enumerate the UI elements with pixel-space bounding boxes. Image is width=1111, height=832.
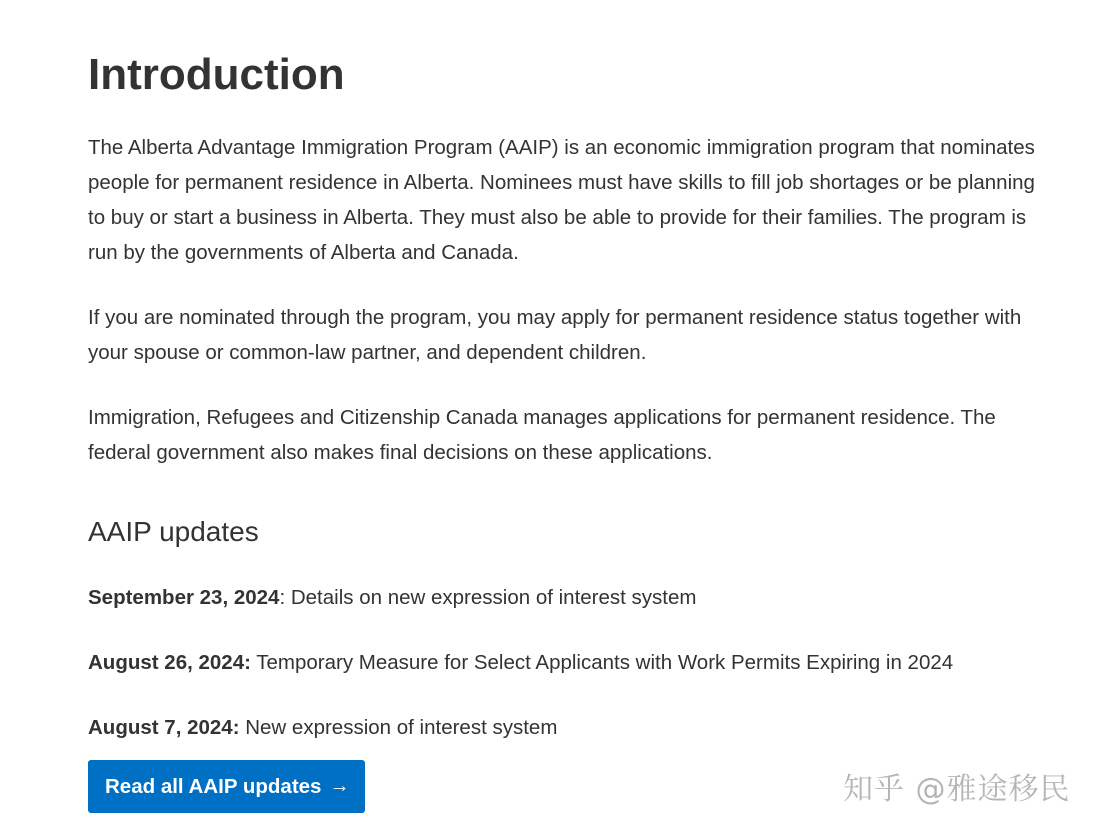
- update-date: September 23, 2024: [88, 586, 280, 609]
- arrow-right-icon: →: [329, 775, 350, 797]
- update-text: Temporary Measure for Select Applicants with Work Permits Expiring in 2024: [250, 651, 954, 674]
- update-item[interactable]: [88, 648, 953, 678]
- page-title: Introduction: [88, 50, 345, 99]
- zhihu-watermark: 知乎 @雅途移民: [843, 772, 1071, 807]
- update-date: August 26, 2024:: [88, 651, 251, 674]
- update-item[interactable]: [88, 713, 557, 743]
- ircc-paragraph: Immigration, Refugees and Citizenship Canada manages applications for permanent residence. The federal government also makes final decisions on these applications.: [88, 406, 996, 464]
- update-item[interactable]: [88, 583, 696, 613]
- updates-heading: AAIP updates: [88, 516, 259, 547]
- read-all-updates-button[interactable]: [88, 760, 365, 813]
- update-text: : Details on new expression of interest system: [279, 586, 697, 609]
- update-text: New expression of interest system: [239, 716, 558, 739]
- read-all-updates-label: Read all AAIP updates: [105, 775, 322, 798]
- nomination-paragraph: If you are nominated through the program, you may apply for permanent residence status together with your spouse or common-law partner, and dependent children.: [88, 306, 1022, 364]
- intro-paragraph: The Alberta Advantage Immigration Program (AAIP) is an economic immigration program that nominates people for permanent residence in Alberta. Nominees must have skills to fill job shortages or be planning to buy or start a business in Alberta. They must also be able to provide for their families. The program is run by the governments of Alberta and Canada.: [88, 136, 1035, 264]
- update-date: August 7, 2024:: [88, 716, 240, 739]
